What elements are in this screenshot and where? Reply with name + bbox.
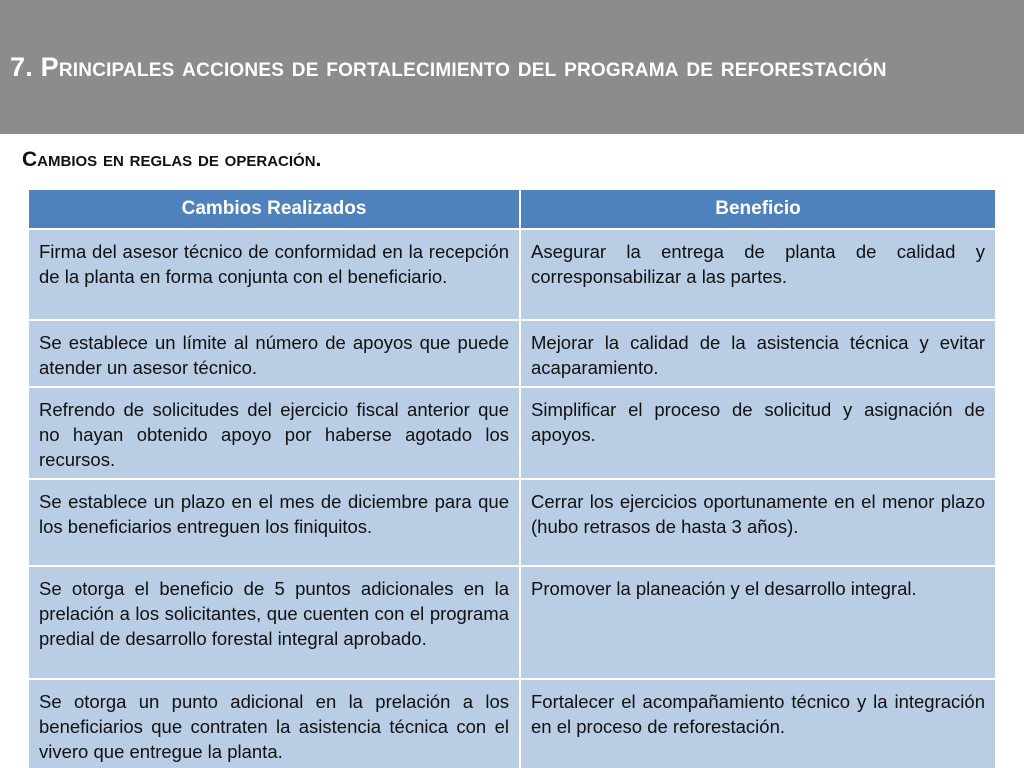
- beneficio-cell: Cerrar los ejercicios oportunamente en el menor plazo (hubo retrasos de hasta 3 años).: [520, 479, 996, 566]
- table-row: [28, 566, 996, 679]
- beneficio-cell: Simplificar el proceso de solicitud y asignación de apoyos.: [520, 387, 996, 479]
- title-bar: [0, 0, 1024, 134]
- beneficio-cell: Asegurar la entrega de planta de calidad y corresponsabilizar a las partes.: [520, 229, 996, 320]
- table-row: [28, 387, 996, 479]
- table-header-row: [28, 189, 996, 229]
- table-row: [28, 679, 996, 768]
- slide-title: 7. Principales acciones de fortalecimiento del programa de reforestación: [10, 52, 887, 82]
- beneficio-cell: Promover la planeación y el desarrollo integral.: [520, 566, 996, 679]
- beneficio-cell: Fortalecer el acompañamiento técnico y la integración en el proceso de reforestación.: [520, 679, 996, 768]
- cambio-cell: Se otorga el beneficio de 5 puntos adicionales en la prelación a los solicitantes, que cuenten con el programa predial de desarrollo forestal integral aprobado.: [28, 566, 520, 679]
- beneficio-cell: Mejorar la calidad de la asistencia técnica y evitar acaparamiento.: [520, 320, 996, 387]
- slide-subtitle: Cambios en reglas de operación.: [22, 148, 322, 171]
- cambio-cell: Se establece un plazo en el mes de diciembre para que los beneficiarios entreguen los finiquitos.: [28, 479, 520, 566]
- changes-table: [27, 188, 997, 768]
- table-row: [28, 229, 996, 320]
- header-cambios-realizados: Cambios Realizados: [28, 189, 520, 229]
- table-row: [28, 320, 996, 387]
- header-beneficio: Beneficio: [520, 189, 996, 229]
- cambio-cell: Firma del asesor técnico de conformidad en la recepción de la planta en forma conjunta con el beneficiario.: [28, 229, 520, 320]
- table-row: [28, 479, 996, 566]
- cambio-cell: Se establece un límite al número de apoyos que puede atender un asesor técnico.: [28, 320, 520, 387]
- cambio-cell: Se otorga un punto adicional en la prelación a los beneficiarios que contraten la asistencia técnica con el vivero que entregue la planta.: [28, 679, 520, 768]
- cambio-cell: Refrendo de solicitudes del ejercicio fiscal anterior que no hayan obtenido apoyo por haberse agotado los recursos.: [28, 387, 520, 479]
